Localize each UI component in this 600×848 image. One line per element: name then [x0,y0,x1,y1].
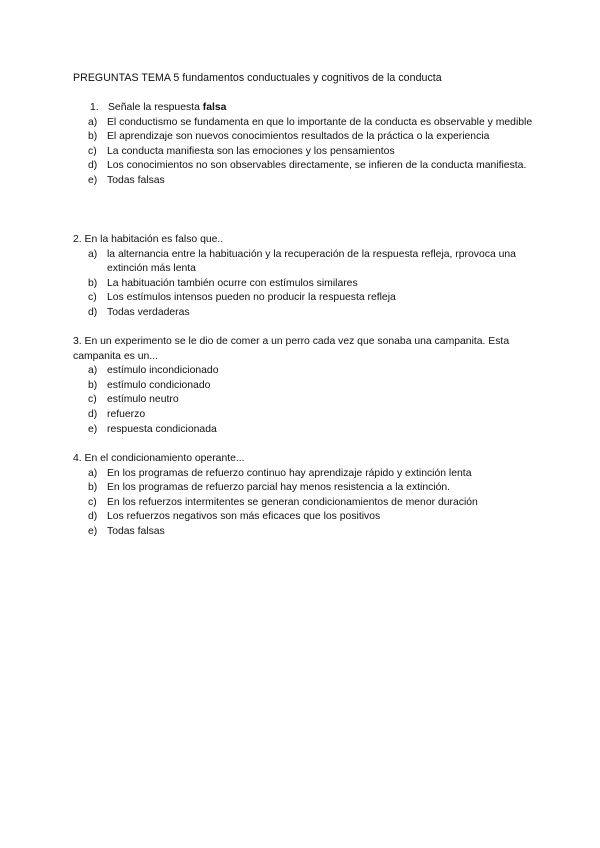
option-letter: e) [88,423,98,435]
option-item [73,510,533,525]
option-letter: a) [88,116,98,128]
option-letter: b) [88,277,98,289]
question-1-heading [73,101,533,116]
option-item [73,467,533,482]
question-2-heading: 2. En la habitación es falso que.. [73,234,224,245]
option-text: La habituación también ocurre con estímulos similares [107,277,358,289]
option-text: Los refuerzos negativos son más eficaces que los positivos [107,511,381,523]
option-item [73,496,533,511]
option-text: estímulo neutro [107,394,179,406]
option-text: Los conocimientos no son observables directamente, se infieren de la conducta manifiesta. [107,160,527,172]
option-text: refuerzo [107,408,146,420]
option-letter: c) [88,145,97,157]
document-title: PREGUNTAS TEMA 5 fundamentos conductuales y cognitivos de la conducta [73,72,442,84]
option-item [73,277,533,292]
question-1-prefix: Señale la respuesta [108,102,203,113]
question-3-options [73,364,533,437]
option-item [73,423,533,438]
option-letter: e) [88,174,98,186]
option-text: Los estímulos intensos pueden no producir la respuesta refleja [107,292,396,304]
question-3 [73,335,533,437]
option-item [73,174,533,189]
option-letter: d) [88,306,98,318]
option-text: estímulo incondicionado [107,365,219,377]
question-1-emphasis: falsa [202,102,227,113]
question-4 [73,452,533,540]
option-text: En los programas de refuerzo parcial hay menos resistencia a la extinción. [107,482,451,494]
option-text: Todas falsas [107,174,165,186]
option-letter: b) [88,379,98,391]
option-letter: c) [88,394,97,406]
option-item [73,364,533,379]
option-item [73,130,533,145]
option-text: En los programas de refuerzo continuo hay aprendizaje rápido y extinción lenta [107,467,472,479]
question-4-options [73,467,533,540]
question-3-heading: 3. En un experimento se le dio de comer a un perro cada vez que sonaba una campanita. Esta campanita es un... [73,336,510,362]
question-1-number: 1. [90,102,99,113]
option-text: Todas verdaderas [107,306,190,318]
option-letter: d) [88,160,98,172]
option-text: El conductismo se fundamenta en que lo importante de la conducta es observable y medible [107,116,533,128]
option-item [73,116,533,131]
question-2 [73,233,533,321]
option-text: Todas falsas [107,525,165,537]
option-item [73,525,533,540]
option-item [73,306,533,321]
option-item [73,145,533,160]
option-text: respuesta condicionada [107,423,217,435]
option-item [73,393,533,408]
option-letter: d) [88,408,98,420]
option-text: El aprendizaje son nuevos conocimientos resultados de la práctica o la experiencia [107,131,490,143]
option-letter: a) [88,248,98,260]
option-letter: d) [88,511,98,523]
option-letter: a) [88,365,98,377]
question-1 [73,101,533,189]
question-1-options [73,116,533,189]
option-letter: b) [88,482,98,494]
option-text: La conducta manifiesta son las emociones y los pensamientos [107,145,395,157]
option-text: En los refuerzos intermitentes se generan condicionamientos de menor duración [107,496,478,508]
option-item [73,159,533,174]
option-text: estímulo condicionado [107,379,211,391]
option-item [73,248,533,277]
option-item [73,291,533,306]
question-2-options [73,248,533,321]
option-item [73,481,533,496]
option-letter: c) [88,292,97,304]
option-letter: b) [88,131,98,143]
option-letter: c) [88,496,97,508]
option-item [73,379,533,394]
question-4-heading: 4. En el condicionamiento operante... [73,453,245,464]
option-text: la alternancia entre la habituación y la recuperación de la respuesta refleja, rprovoca una extinción más lenta [107,248,516,275]
option-letter: e) [88,525,98,537]
option-item [73,408,533,423]
option-letter: a) [88,467,98,479]
